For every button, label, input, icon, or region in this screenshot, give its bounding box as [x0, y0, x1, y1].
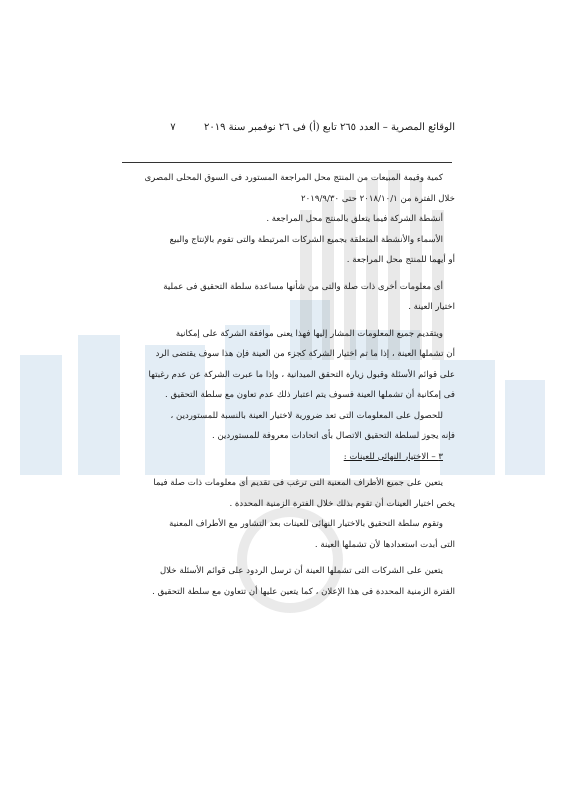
text-line: الفترة الزمنية المحددة فى هذا الإعلان ، كما يتعين عليها أن تتعاون مع سلطة التحقيق .	[152, 586, 455, 597]
text-line: أى معلومات أخرى ذات صلة والتى من شأنها مساعدة سلطة التحقيق فى عملية	[163, 281, 443, 292]
text-line: ويتقديم جميع المعلومات المشار إليها فهذا يعنى موافقة الشركة على إمكانية	[175, 328, 443, 339]
text-line: وتقوم سلطة التحقيق بالاختيار النهائى للعينات بعد التشاور مع الأطراف المعنية	[169, 519, 443, 529]
text-line: أو أيهما للمنتج محل المراجعة .	[346, 255, 455, 265]
text-line: يتعين على جميع الأطراف المعنية التى ترغب فى تقديم أى معلومات ذات صلة فيما	[153, 478, 443, 488]
running-header	[120, 120, 455, 136]
text-line: فإنه يجوز لسلطة التحقيق الاتصال بأى اتحادات معروفة للمستوردين .	[212, 431, 455, 441]
text-line: على قوائم الأسئلة وقبول زيارة التحقق الميدانية ، وإذا ما عبرت الشركة عن عدم رغبتها	[148, 369, 455, 380]
text-line: خلال الفترة من ٢٠١٨/١٠/١ حتى ٢٠١٩/٩/٣٠	[301, 193, 455, 204]
text-line: أنشطة الشركة فيما يتعلق بالمنتج محل المراجعة .	[266, 214, 443, 224]
header-rule	[122, 162, 452, 163]
text-line: فى إمكانية أن تشملها العينة فسوف يتم اعتبار ذلك عدم تعاون مع سلطة التحقيق .	[165, 390, 455, 400]
text-line: كمية وقيمة المبيعات من المنتج محل المراجعة المستورد فى السوق المحلى المصرى	[144, 173, 443, 183]
text-line: يخص اختيار العينات أن تقوم بذلك خلال الفترة الزمنية المحددة .	[229, 498, 455, 509]
text-line: يتعين على الشركات التى تشملها العينة أن ترسل الردود على قوائم الأسئلة خلال	[159, 566, 443, 576]
text-line: التى أبدت استعدادها لأن تشملها العينة .	[314, 539, 455, 550]
text-line: أن تشملها العينة ، إذا ما تم اختيار الشركة كجزء من العينة فإن هذا سوف يقتضى الرد	[155, 349, 455, 359]
text-line: الأسماء والأنشطة المتعلقة بجميع الشركات المرتبطة والتى تقوم بالإنتاج والبيع	[169, 234, 443, 245]
header-title: الوقائع المصرية – العدد ٢٦٥ تابع (أ) فى ٢٦ نوفمبر سنة ٢٠١٩	[204, 122, 455, 133]
text-line: اختيار العينة .	[408, 302, 455, 312]
document-body	[120, 168, 455, 602]
text-line: للحصول على المعلومات التى تعد ضرورية لاختيار العينة بالنسبة للمستوردين ،	[170, 410, 443, 421]
section-heading: ٣ – الاختيار النهائى للعينات :	[343, 451, 443, 462]
page-number: ٧	[170, 122, 176, 133]
page-header	[120, 120, 455, 136]
